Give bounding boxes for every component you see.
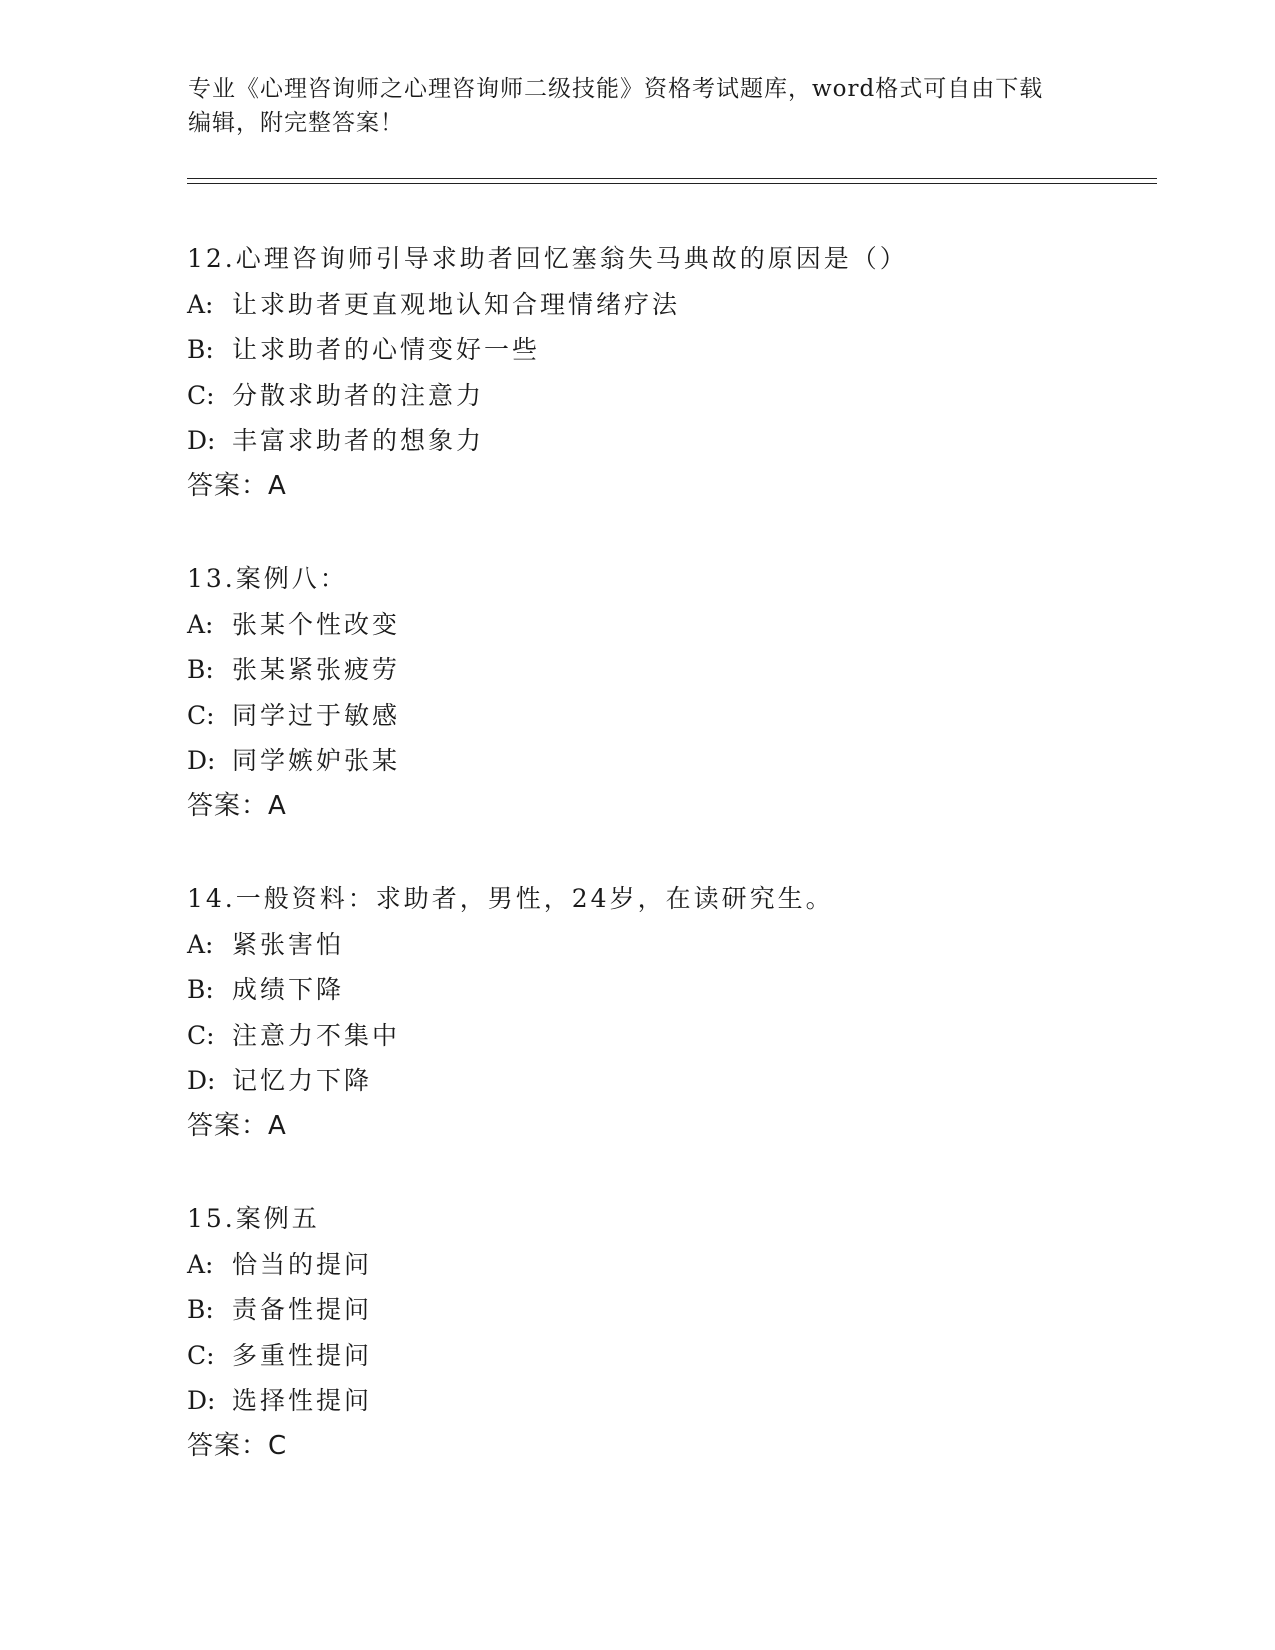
answer-line: 答案：A <box>187 1110 287 1141</box>
option-b <box>187 327 1187 373</box>
option-key: A: <box>187 289 214 319</box>
option-key: B: <box>187 975 214 1004</box>
question-block <box>187 876 1187 1149</box>
question-stem: 14.一般资料：求助者，男性，24岁，在读研究生。 <box>187 884 834 913</box>
option-text: 张某紧张疲劳 <box>232 655 401 684</box>
option-key: A: <box>187 1249 214 1279</box>
answer-line: 答案：A <box>187 470 287 501</box>
option-key: B: <box>187 1295 214 1324</box>
question-stem: 12.心理咨询师引导求助者回忆塞翁失马典故的原因是（） <box>187 244 908 273</box>
option-text: 选择性提问 <box>232 1386 373 1415</box>
header-line-1: 专业《心理咨询师之心理咨询师二级技能》资格考试题库，word格式可自由下载 <box>188 76 1044 102</box>
option-key: C: <box>187 1340 215 1370</box>
option-text: 恰当的提问 <box>232 1249 373 1279</box>
option-d <box>187 1058 1187 1104</box>
option-key: D: <box>187 1066 216 1095</box>
document-header <box>188 72 1088 140</box>
header-line-2: 编辑，附完整答案！ <box>188 110 404 136</box>
option-text: 多重性提问 <box>232 1340 373 1370</box>
answer-line: 答案：C <box>187 1430 288 1461</box>
option-c <box>187 693 1187 739</box>
question-stem: 13.案例八： <box>187 564 348 593</box>
question-stem: 15.案例五 <box>187 1204 320 1233</box>
option-text: 同学过于敏感 <box>232 700 401 730</box>
option-a <box>187 282 1187 328</box>
option-text: 丰富求助者的想象力 <box>232 426 485 455</box>
option-b <box>187 967 1187 1013</box>
option-a <box>187 922 1187 968</box>
option-text: 张某个性改变 <box>232 609 401 639</box>
option-key: B: <box>187 655 214 684</box>
question-block <box>187 1196 1187 1469</box>
answer-line: 答案：A <box>187 790 287 821</box>
option-a <box>187 602 1187 648</box>
option-a <box>187 1242 1187 1288</box>
option-b <box>187 1287 1187 1333</box>
option-key: D: <box>187 426 216 455</box>
option-c <box>187 1333 1187 1379</box>
option-key: A: <box>187 609 214 639</box>
option-d <box>187 418 1187 464</box>
option-key: C: <box>187 700 215 730</box>
option-text: 记忆力下降 <box>232 1066 373 1095</box>
option-c <box>187 1013 1187 1059</box>
option-d <box>187 738 1187 784</box>
option-key: D: <box>187 746 216 775</box>
question-block <box>187 556 1187 829</box>
option-c <box>187 373 1187 419</box>
option-key: C: <box>187 380 215 410</box>
option-b <box>187 647 1187 693</box>
option-d <box>187 1378 1187 1424</box>
option-key: D: <box>187 1386 216 1415</box>
option-text: 让求助者更直观地认知合理情绪疗法 <box>232 289 681 319</box>
option-text: 让求助者的心情变好一些 <box>232 335 541 364</box>
header-divider-bottom <box>187 183 1157 184</box>
option-key: B: <box>187 335 214 364</box>
header-divider-top <box>187 178 1157 179</box>
option-text: 紧张害怕 <box>232 929 345 959</box>
option-text: 责备性提问 <box>232 1295 373 1324</box>
option-key: C: <box>187 1020 215 1050</box>
option-text: 分散求助者的注意力 <box>232 380 485 410</box>
question-block <box>187 236 1187 509</box>
option-text: 注意力不集中 <box>232 1020 401 1050</box>
option-key: A: <box>187 929 214 959</box>
option-text: 成绩下降 <box>232 975 345 1004</box>
option-text: 同学嫉妒张某 <box>232 746 401 775</box>
